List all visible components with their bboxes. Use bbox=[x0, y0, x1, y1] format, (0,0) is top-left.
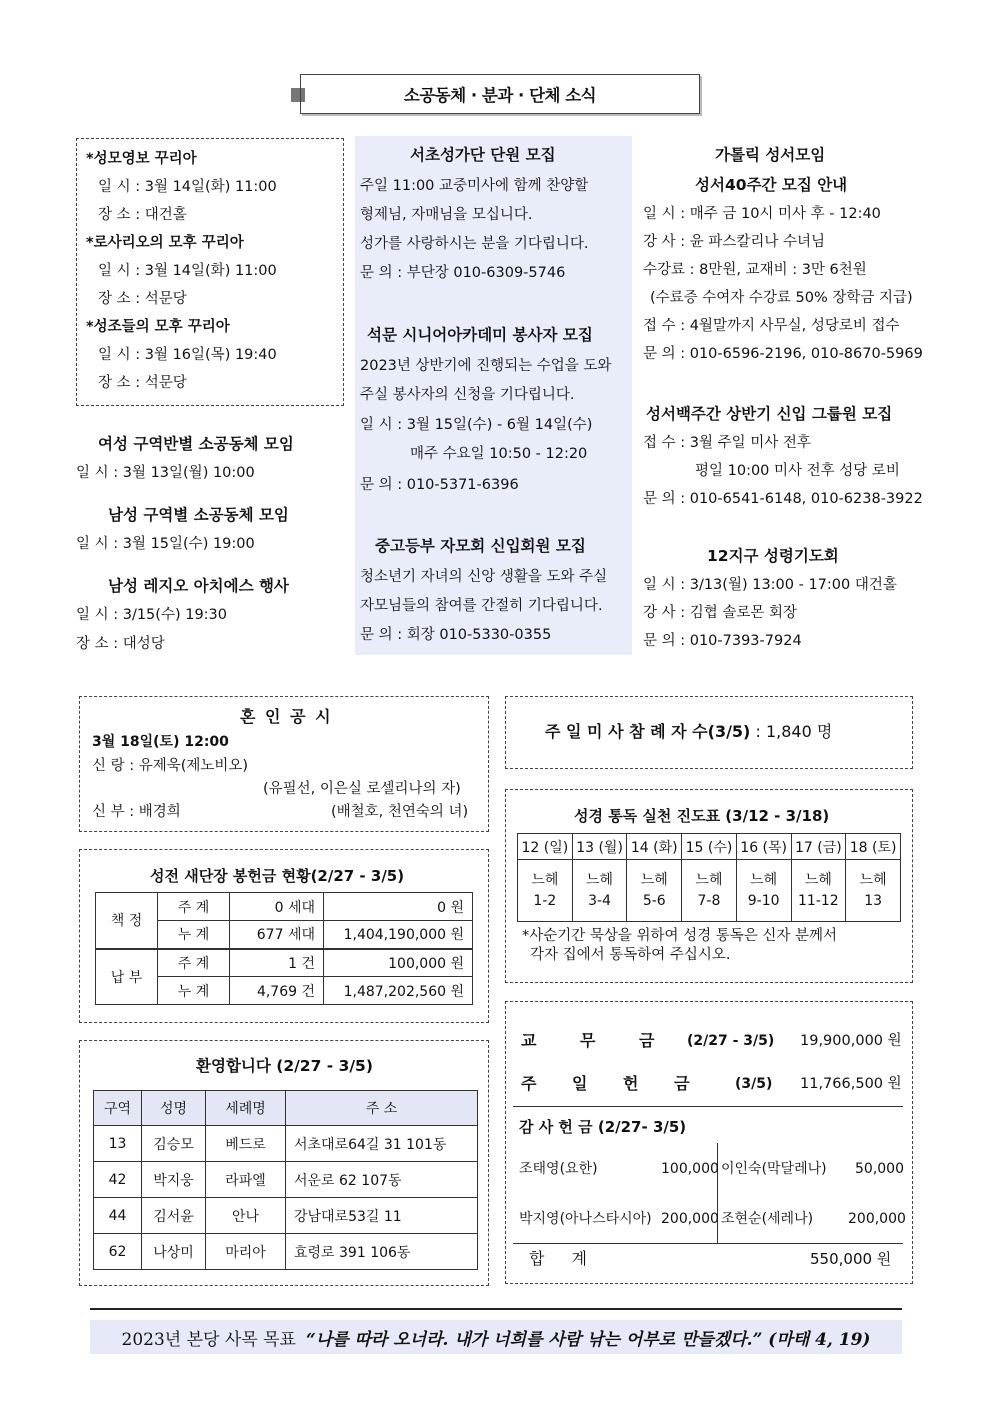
pledge-week-count: 0 세대 bbox=[230, 893, 324, 921]
cell: 라파엘 bbox=[206, 1162, 286, 1198]
cell: 안나 bbox=[206, 1198, 286, 1234]
bible-reading-title: 성경 통독 실천 진도표 (3/12 - 3/18) bbox=[574, 807, 830, 825]
attendance bbox=[545, 718, 832, 746]
senior-time: 일 시 : 3월 15일(수) - 6월 14일(수) bbox=[360, 417, 593, 433]
choir-contact: 문 의 : 부단장 010-6309-5746 bbox=[360, 265, 566, 281]
spirit-contact: 문 의 : 010-7393-7924 bbox=[643, 633, 802, 649]
senior-line-2: 주실 봉사자의 신청을 기다립니다. bbox=[360, 387, 575, 403]
jh-label: 주 일 헌 금 bbox=[521, 1074, 690, 1093]
col-header: 세례명 bbox=[206, 1091, 286, 1126]
bible100-contact: 문 의 : 010-6541-6148, 010-6238-3922 bbox=[643, 491, 923, 507]
day-cell: 16 (목) bbox=[736, 834, 791, 860]
curia-1-time: 일 시 : 3월 14일(화) 11:00 bbox=[98, 179, 277, 195]
legio-place: 장 소 : 대성당 bbox=[76, 636, 165, 652]
bible-fee: 수강료 : 8만원, 교재비 : 3만 6천원 bbox=[643, 262, 867, 278]
thanks-title: 감 사 헌 금 (2/27- 3/5) bbox=[519, 1118, 687, 1136]
cell: 강남대로53길 11 bbox=[286, 1198, 478, 1234]
pledge-label: 책 정 bbox=[96, 893, 158, 949]
senior-title: 석문 시니어아카데미 봉사자 모집 bbox=[367, 326, 593, 344]
donor-amount: 50,000 bbox=[855, 1161, 904, 1177]
bible-teacher: 강 사 : 윤 파스칼리나 수녀님 bbox=[643, 234, 826, 250]
goal-lead: 2023년 본당 사목 목표 bbox=[121, 1329, 296, 1350]
gm-label: 교 무 금 bbox=[521, 1031, 655, 1050]
attendance-label: 주 일 미 사 참 례 자 수(3/5) bbox=[545, 722, 751, 741]
choir-line-3: 성가를 사랑하시는 분을 기다립니다. bbox=[360, 236, 589, 252]
bible-scholarship: (수료증 수여자 수강료 50% 장학금 지급) bbox=[650, 290, 913, 306]
curia-3-time: 일 시 : 3월 16일(목) 19:40 bbox=[98, 347, 277, 363]
reading-cell: 느헤 9-10 bbox=[736, 860, 791, 922]
groom-parents: (유필선, 이은실 로셀리나의 자) bbox=[263, 781, 461, 797]
curia-1-title: *성모영보 꾸리아 bbox=[86, 151, 197, 167]
offering-table bbox=[95, 892, 473, 1005]
reading-cell: 느헤 7-8 bbox=[682, 860, 737, 922]
men-group-time: 일 시 : 3월 15일(수) 19:00 bbox=[76, 536, 255, 552]
choir-title: 서초성가단 단원 모집 bbox=[410, 146, 556, 164]
women-group-time: 일 시 : 3월 13일(월) 10:00 bbox=[76, 465, 255, 481]
bible-reading-note-2: 각자 집에서 통독하여 주십시오. bbox=[530, 947, 731, 963]
bible100-register: 접 수 : 3월 주일 미사 전후 bbox=[643, 435, 811, 451]
jh-value: 11,766,500 원 bbox=[800, 1076, 902, 1092]
pledge-total-count: 677 세대 bbox=[230, 921, 324, 949]
senior-contact: 문 의 : 010-5371-6396 bbox=[360, 477, 519, 493]
cell: 효령로 391 106동 bbox=[286, 1234, 478, 1270]
bible-reading-table bbox=[517, 833, 901, 922]
groom: 신 랑 : 유제욱(제노비오) bbox=[92, 758, 249, 774]
bible-group-title: 가톨릭 성서모임 bbox=[715, 146, 826, 164]
bible-time: 일 시 : 매주 금 10시 미사 후 - 12:40 bbox=[643, 206, 881, 222]
bible-register: 접 수 : 4월말까지 사무실, 성당로비 접수 bbox=[643, 318, 900, 334]
senior-line-1: 2023년 상반기에 진행되는 수업을 도와 bbox=[360, 358, 612, 374]
col-header: 성명 bbox=[142, 1091, 206, 1126]
cell: 서운로 62 107동 bbox=[286, 1162, 478, 1198]
cell: 서초대로64길 31 101동 bbox=[286, 1126, 478, 1162]
welcome-table bbox=[93, 1090, 478, 1270]
total-label: 누 계 bbox=[158, 977, 230, 1005]
bible-contact: 문 의 : 010-6596-2196, 010-8670-5969 bbox=[643, 346, 923, 362]
sum-label: 합 계 bbox=[529, 1249, 587, 1268]
cell: 마리아 bbox=[206, 1234, 286, 1270]
spirit-title: 12지구 성령기도회 bbox=[707, 547, 839, 565]
mothers-line-1: 청소년기 자녀의 신앙 생활을 도와 주실 bbox=[360, 569, 608, 585]
spirit-speaker: 강 사 : 김협 솔로몬 회장 bbox=[643, 605, 797, 621]
gm-period: (2/27 - 3/5) bbox=[687, 1033, 775, 1049]
pastoral-goal bbox=[90, 1320, 902, 1354]
bride: 신 부 : 배경희 bbox=[92, 804, 181, 820]
donor-name: 조현순(세레나) bbox=[721, 1211, 814, 1227]
pledge-week-amount: 0 원 bbox=[324, 893, 473, 921]
cell: 김서윤 bbox=[142, 1198, 206, 1234]
mothers-title: 중고등부 자모회 신입회원 모집 bbox=[375, 537, 586, 555]
cell: 김승모 bbox=[142, 1126, 206, 1162]
bible-reading-note: *사순기간 묵상을 위하여 성경 통독은 신자 분께서 bbox=[522, 928, 838, 944]
legio-time: 일 시 : 3/15(수) 19:30 bbox=[76, 607, 228, 623]
legio-title: 남성 레지오 아치에스 행사 bbox=[108, 577, 289, 595]
footer-rule bbox=[90, 1308, 902, 1310]
cell: 나상미 bbox=[142, 1234, 206, 1270]
reading-cell: 느헤 1-2 bbox=[518, 860, 573, 922]
men-group-title: 남성 구역별 소공동체 모임 bbox=[108, 506, 289, 524]
spirit-time: 일 시 : 3/13(월) 13:00 - 17:00 대건홀 bbox=[643, 577, 897, 593]
day-cell: 15 (수) bbox=[682, 834, 737, 860]
bible100-title: 성서백주간 상반기 신입 그룹원 모집 bbox=[646, 405, 893, 423]
col-header: 주 소 bbox=[286, 1091, 478, 1126]
choir-line-2: 형제님, 자매님을 모십니다. bbox=[360, 207, 533, 223]
table-row bbox=[94, 1126, 478, 1162]
donor-amount: 200,000 bbox=[661, 1211, 719, 1227]
curia-1-place: 장 소 : 대건홀 bbox=[98, 207, 187, 223]
bible100-register-2: 평일 10:00 미사 전후 성당 로비 bbox=[695, 463, 900, 479]
table-row bbox=[94, 1234, 478, 1270]
goal-quote: “나를 따라 오너라. 내가 너희를 사람 낚는 어부로 만들겠다.” (마태 4, 19) bbox=[305, 1329, 871, 1350]
total-label: 누 계 bbox=[158, 921, 230, 949]
donor-amount: 100,000 bbox=[661, 1161, 719, 1177]
reading-cell: 느헤 13 bbox=[846, 860, 901, 922]
curia-2-place: 장 소 : 석문당 bbox=[98, 291, 187, 307]
col-header: 구역 bbox=[94, 1091, 142, 1126]
bible-40-title: 성서40주간 모집 안내 bbox=[695, 176, 848, 194]
cell: 박지웅 bbox=[142, 1162, 206, 1198]
day-cell: 13 (월) bbox=[572, 834, 627, 860]
paid-total-amount: 1,487,202,560 원 bbox=[324, 977, 473, 1005]
reading-cell: 느헤 3-4 bbox=[572, 860, 627, 922]
cell: 13 bbox=[94, 1126, 142, 1162]
week-label: 주 계 bbox=[158, 893, 230, 921]
marriage-title: 혼 인 공 시 bbox=[240, 707, 333, 726]
offering-title: 성전 새단장 봉헌금 현황(2/27 - 3/5) bbox=[150, 867, 405, 885]
section-title: 소공동체 · 분과 · 단체 소식 bbox=[300, 74, 700, 114]
paid-total-count: 4,769 건 bbox=[230, 977, 324, 1005]
attendance-value: : 1,840 명 bbox=[755, 722, 833, 741]
senior-time-2: 매주 수요일 10:50 - 12:20 bbox=[410, 446, 588, 462]
choir-line-1: 주일 11:00 교중미사에 함께 찬양할 bbox=[360, 178, 589, 194]
reading-cell: 느헤 11-12 bbox=[791, 860, 846, 922]
table-row bbox=[94, 1198, 478, 1234]
sum-value: 550,000 원 bbox=[810, 1250, 892, 1268]
curia-2-time: 일 시 : 3월 14일(화) 11:00 bbox=[98, 263, 277, 279]
day-cell: 17 (금) bbox=[791, 834, 846, 860]
mothers-contact: 문 의 : 회장 010-5330-0355 bbox=[360, 627, 552, 643]
paid-label: 납 부 bbox=[96, 949, 158, 1005]
cell: 62 bbox=[94, 1234, 142, 1270]
cell: 42 bbox=[94, 1162, 142, 1198]
donor-name: 이인숙(막달레나) bbox=[721, 1161, 827, 1177]
day-cell: 18 (토) bbox=[846, 834, 901, 860]
curia-3-title: *성조들의 모후 꾸리아 bbox=[86, 319, 230, 335]
gm-value: 19,900,000 원 bbox=[800, 1033, 902, 1049]
paid-week-amount: 100,000 원 bbox=[324, 949, 473, 977]
women-group-title: 여성 구역반별 소공동체 모임 bbox=[98, 435, 294, 453]
donor-name: 조태영(요한) bbox=[519, 1161, 598, 1177]
mothers-line-2: 자모님들의 참여를 간절히 기다립니다. bbox=[360, 598, 603, 614]
bride-parents: (배철호, 천연숙의 녀) bbox=[331, 804, 469, 820]
paid-week-count: 1 건 bbox=[230, 949, 324, 977]
donor-name: 박지영(아나스타시아) bbox=[519, 1211, 652, 1227]
pledge-total-amount: 1,404,190,000 원 bbox=[324, 921, 473, 949]
curia-3-place: 장 소 : 석문당 bbox=[98, 375, 187, 391]
marriage-date: 3월 18일(토) 12:00 bbox=[92, 734, 229, 750]
donor-amount: 200,000 bbox=[848, 1211, 906, 1227]
cell: 베드로 bbox=[206, 1126, 286, 1162]
jh-period: (3/5) bbox=[735, 1076, 773, 1092]
week-label: 주 계 bbox=[158, 949, 230, 977]
day-cell: 14 (화) bbox=[627, 834, 682, 860]
curia-2-title: *로사리오의 모후 꾸리아 bbox=[86, 235, 244, 251]
day-cell: 12 (일) bbox=[518, 834, 573, 860]
reading-cell: 느헤 5-6 bbox=[627, 860, 682, 922]
cell: 44 bbox=[94, 1198, 142, 1234]
table-row bbox=[94, 1162, 478, 1198]
welcome-title: 환영합니다 (2/27 - 3/5) bbox=[196, 1057, 373, 1075]
sum-divider bbox=[513, 1243, 903, 1244]
finance-divider bbox=[513, 1106, 903, 1107]
